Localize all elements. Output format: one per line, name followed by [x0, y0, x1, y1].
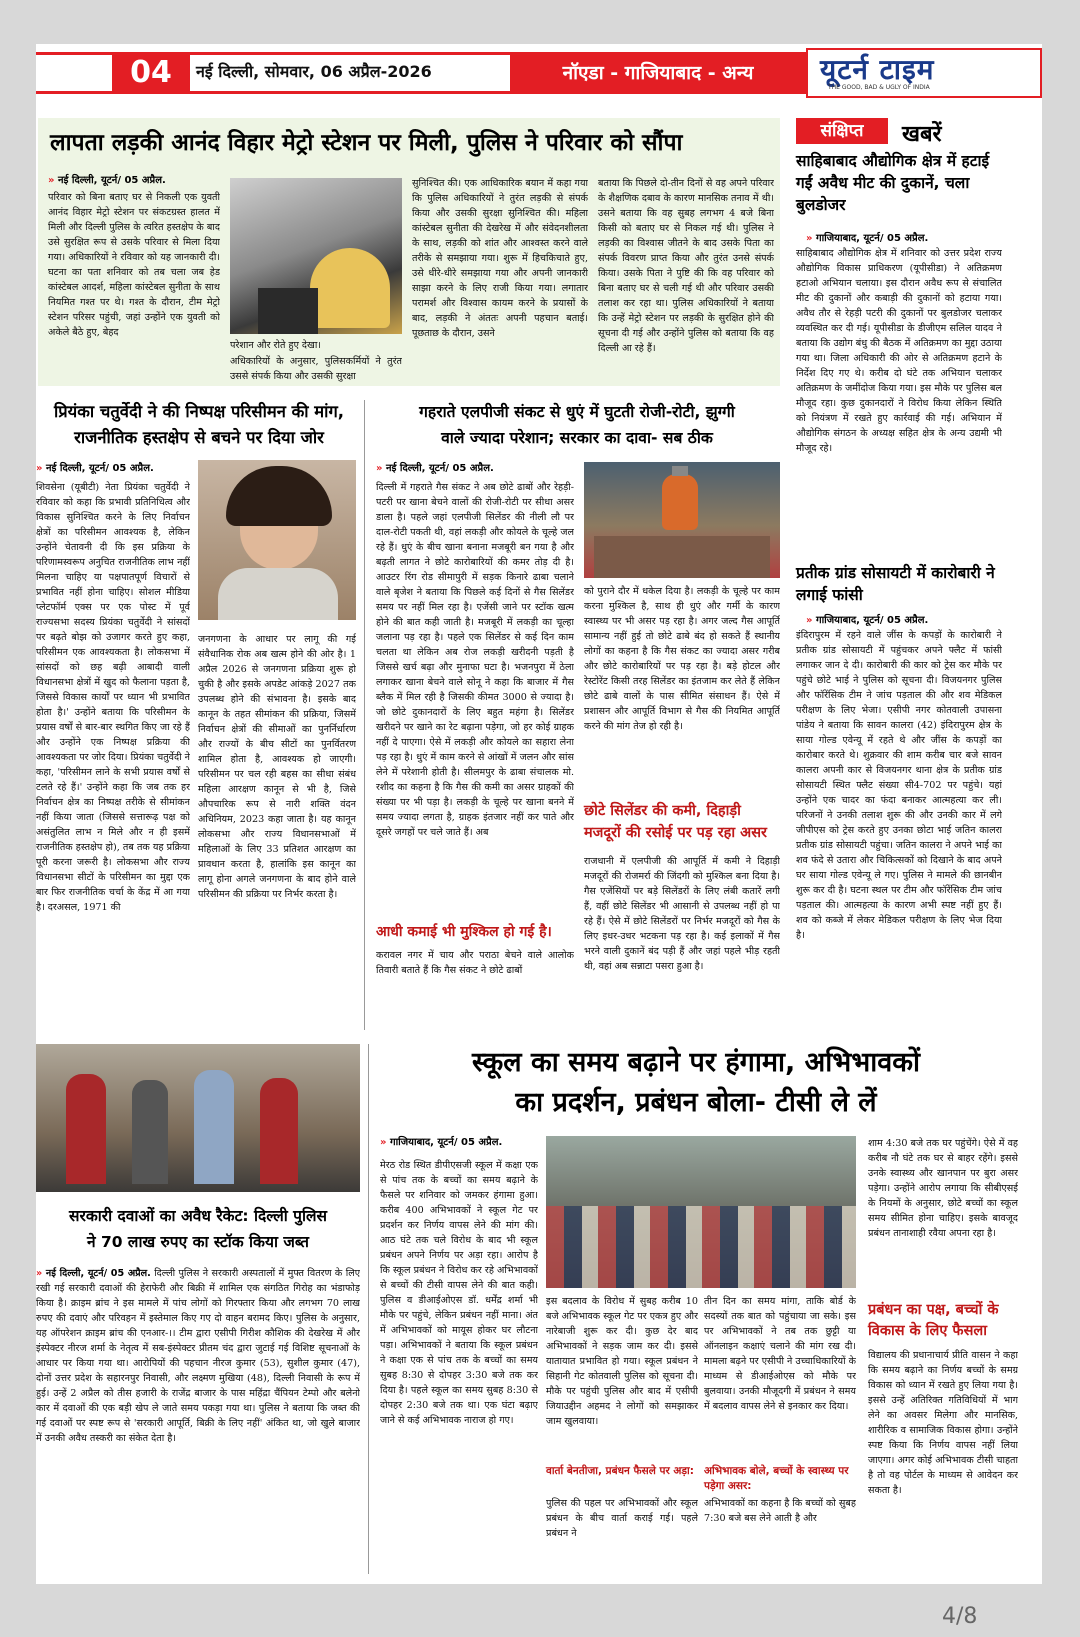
- column-rule: [364, 400, 365, 1030]
- school-dateline: » गाजियाबाद, यूटर्न/ 05 अप्रैल.: [380, 1134, 502, 1148]
- lead-col-3: सुनिश्चित की। एक आधिकारिक बयान में कहा गया कि पुलिस अधिकारियों ने तुरंत लड़की से संपर्क किया और उसकी सुरक्षा सुनिश्चित की। महिला कांस्टेबल सुनीता की देखरेख में और संवेदनशीलता के साथ, लड़की को शांत और आश्वस्त करने वाले तरीके से समझाया गया। शुरू में हिचकिचाते हुए, उसे धीरे-धीरे समझाया गया और अपनी जानकारी साझा करने के लिए राजी किया गया। लगातार परामर्श और विश्वास कायम करने के प्रयासों के बाद, लड़की ने अंततः अपनी पहचान बताई। पूछताछ के दौरान, उसने: [412, 178, 588, 339]
- priyanka-headline-1: प्रियंका चतुर्वेदी ने की निष्पक्ष परिसीमन की मांग,: [53, 402, 345, 421]
- side1-dateline: » गाजियाबाद, यूटर्न/ 05 अप्रैल.: [806, 230, 928, 244]
- priyanka-headline-2: राजनीतिक हस्तक्षेप से बचने पर दिया जोर: [74, 428, 324, 447]
- story-priyanka: [36, 400, 358, 1030]
- newspaper-logo: [806, 48, 1042, 98]
- briefs-tag-2: खबरें: [902, 122, 942, 147]
- lead-headline: लापता लड़की आनंद विहार मेट्रो स्टेशन पर मिली, पुलिस ने परिवार को सौंपा: [50, 130, 683, 156]
- school-col-2b: पुलिस की पहल पर अभिभावकों और स्कूल प्रबंधन के बीच वार्ता कराई गई। पहले प्रबंधन ने: [546, 1498, 698, 1539]
- logo-tagline: THE GOOD, BAD & UGLY OF INDIA: [828, 84, 930, 91]
- section-name: नॉएडा - गाजियाबाद - अन्य: [510, 52, 806, 94]
- school-photo-protest: [546, 1136, 856, 1288]
- lead-dateline: » नई दिल्ली, यूटर्न/ 05 अप्रैल.: [48, 172, 166, 186]
- medicine-body-text: दिल्ली पुलिस ने सरकारी अस्पतालों में मुफ्त वितरण के लिए रखी गई सरकारी दवाओं की हेराफेरी और बिक्री में शामिल एक संगठित गिरोह का भंडाफोड़ किया है। क्राइम ब्रांच ने इस मामले में पांच लोगों को गिरफ्तार किया और लगभग 70 लाख रुपए की दवाएं और परिवहन में इस्तेमाल किए गए दो वाहन बरामद किए। पुलिस के अनुसार, यह ऑपरेशन क्राइम ब्रांच की एनआर-।। टीम द्वारा एसीपी गिरीश कौशिक की देखरेख में और इंस्पेक्टर नीरज शर्मा के नेतृत्व में सब-इंस्पेक्टर प्रीतम चंद द्वारा जुटाई गई विशिष्ट सूचनाओं के आधार पर किया गया था। आरोपियों की पहचान नीरज कुमार (53), सुशील कुमार (47), दोनों उत्तर प्रदेश के सहारनपुर निवासी, और लक्ष्मण मुखिया (48), दिल्ली निवासी के रूप में हुई। उन्हें 2 अप्रैल को तीस हजारी के राजेंद्र बाजार के पास महिंद्रा चैंपियन टेम्पो और बलेनो कार में दवाओं की एक बड़ी खेप ले जाते समय पकड़ा गया था। पुलिस ने बताया कि जब्त की गई दवाओं पर स्पष्ट रूप से 'सरकारी आपूर्ति, बिक्री के लिए नहीं' अंकित था, जो खुले बाजार में उनकी अवैध तस्करी का संकेत देता है।: [36, 1268, 360, 1444]
- lpg-photo-protest: [584, 462, 780, 578]
- priyanka-col-2: जनगणना के आधार पर लागू की गई संवैधानिक रोक अब खत्म होने की ओर है। 1 अप्रैल 2026 से जनगणना प्रक्रिया शुरू हो चुकी है और इसके अपडेट आंकड़े 2027 तक उपलब्ध होने की संभावना है। इसके बाद कानून के तहत सीमांकन की प्रक्रिया, जिसमें निर्वाचन क्षेत्रों की सीमाओं का पुनर्निर्धारण और राज्यों के बीच सीटों का पुनर्वितरण शामिल होता है, आवश्यक हो जाएगी। परिसीमन पर चल रही बहस का सीधा संबंध महिला आरक्षण कानून से भी है, जिसे औपचारिक रूप से नारी शक्ति वंदन अधिनियम, 2023 कहा जाता है। यह कानून लोकसभा और राज्य विधानसभाओं में महिलाओं के लिए 33 प्रतिशत आरक्षण का प्रावधान करता है, हालांकि इस कानून का लागू होना अगले जनगणना के बाद होने वाले परिसीमन की प्रक्रिया पर निर्भर करता है।: [198, 634, 356, 900]
- lead-col-2b: अधिकारियों के अनुसार, पुलिसकर्मियों ने तुरंत उससे संपर्क किया और उसकी सुरक्षा: [230, 356, 402, 382]
- school-col-1: मेरठ रोड स्थित डीपीएसजी स्कूल में कक्षा एक से पांच तक के बच्चों का समय बढ़ाने के फैसले पर शनिवार को जमकर हंगामा हुआ। करीब 400 अभिभावकों ने स्कूल गेट पर प्रदर्शन कर निर्णय वापस लेने की मांग की। आठ घंटे तक चले विरोध के बाद भी स्कूल प्रबंधन अपने निर्णय पर अड़ा रहा। आरोप है कि स्कूल प्रबंधन ने विरोध कर रहे अभिभावकों से बच्चों की टीसी वापस लेने की बात कही। पुलिस व डीआईओएस डॉ. धर्मेंद्र शर्मा भी मौके पर पहुंचे, लेकिन प्रबंधन नहीं माना। अंत में अभिभावकों को मायूस होकर घर लौटना पड़ा। अभिभावकों ने बताया कि स्कूल प्रबंधन ने कक्षा एक से पांच तक के बच्चों का समय सुबह 8:30 से दोपहर 3:30 बजे तक कर दिया है। पहले स्कूल का समय सुबह 8:30 से दोपहर 2:30 बजे तक था। एक घंटा बढ़ाए जाने से कई अभिभावक नाराज हो गए।: [380, 1160, 538, 1426]
- story-lpg: [372, 400, 782, 1030]
- priyanka-photo: [198, 460, 356, 620]
- medicine-headline-2: ने 70 लाख रुपए का स्टॉक किया जब्त: [86, 1233, 310, 1251]
- school-headline-2: का प्रदर्शन, प्रबंधन बोला- टीसी ले लें: [515, 1087, 877, 1118]
- sidebar-briefs: [792, 118, 1002, 1078]
- page-dateline: नई दिल्ली, सोमवार, 06 अप्रैल-2026: [196, 62, 432, 81]
- lpg-subhead-2: छोटे सिलेंडर की कमी, दिहाड़ी मजदूरों की रसोई पर पड़ रहा असर: [584, 803, 767, 841]
- side1-body: साहिबाबाद औद्योगिक क्षेत्र में शनिवार को उत्तर प्रदेश राज्य औद्योगिक विकास प्राधिकरण (यूपीसीडा) ने अतिक्रमण हटाओ अभियान चलाया। इस दौरान अवैध रूप से संचालित मीट की दुकानों और कबाड़ी की दुकानों को हटाया गया। अवैध तौर से रेहड़ी पटरी की दुकानों पर बुलडोजर चलाकर व्यवस्थित कर दी गई। यूपीसीडा के डीजीएम सलिल यादव ने बताया कि उद्योग बंधु की बैठक में अतिक्रमण का मुद्दा उठाया गया था। जिला अधिकारी की ओर से अतिक्रमण हटाने के निर्देश दिए गए थे। करीब दो घंटे तक अभियान चलाकर अतिक्रमण के जमींदोज किया गया। इस मौके पर पुलिस बल मौजूद रहा। कुछ दुकानदारों ने विरोध किया लेकिन स्थिति को नियंत्रण में रखते हुए कार्रवाई की गई। अभियान में औद्योगिक संगठन के अध्यक्ष सहित क्षेत्र के अन्य उद्यमी भी मौजूद रहे।: [796, 248, 1002, 454]
- briefs-tag: संक्षिप्त: [796, 118, 888, 144]
- lpg-dateline: » नई दिल्ली, यूटर्न/ 05 अप्रैल.: [376, 460, 494, 474]
- lpg-col-1: दिल्ली में गहराते गैस संकट ने अब छोटे ढाबों और रेहड़ी-पटरी पर खाना बेचने वालों की रोजी-रोटी पर सीधा असर डाला है। पहले जहां एलपीजी सिलेंडर की नीली लौ पर दाल-रोटी पकती थी, वहां लकड़ी और कोयले के चूल्हे जल रहे हैं। धुएं के बीच खाना बनाना मजबूरी बन गया है और बढ़ती लागत ने छोटे कारोबारियों की कमर तोड़ दी है। आउटर रिंग रोड सीमापुरी में सड़क किनारे ढाबा चलाने वाले बृजेश ने बताया कि पिछले कई दिनों से गैस सिलेंडर समय पर नहीं मिल रहा है। एजेंसी जाने पर स्टॉक खत्म होने की बात कही जाती है। मजबूरी में लकड़ी का चूल्हा जलाना पड़ रहा है। पहले एक सिलेंडर से कई दिन काम चलता था लेकिन अब रोज लकड़ी खरीदनी पड़ती है जिससे खर्च बढ़ा और मुनाफा घटा है। भजनपुरा में ठेला लगाकर खाना बेचने वाले सोनू ने कहा कि बाजार में गैस ब्लैक में मिल रही है जिसकी कीमत 3000 से ज्यादा है। जो छोटे दुकानदारों के लिए बहुत महंगा है। सिलेंडर खरीदने पर खाने का रेट बढ़ाना पड़ेगा, जो हर कोई ग्राहक नहीं दे पाएगा। ऐसे में लकड़ी और कोयले का सहारा लेना पड़ रहा है। धुएं में काम करने से आंखों में जलन और सांस लेने में परेशानी होती है। सीलमपुर के ढाबा संचालक मो. रशीद का कहना है कि गैस की कमी का असर ग्राहकों की संख्या पर भी पड़ा है। लकड़ी के चूल्हे पर खाना बनने में समय ज्यादा लगता है, ग्राहक इंतजार नहीं कर पाते और दूसरे जगहों पर चले जाते हैं। अब: [376, 482, 574, 838]
- lead-story: [38, 118, 780, 386]
- school-col-2: इस बदलाव के विरोध में सुबह करीब 10 बजे अभिभावक स्कूल गेट पर एकत्र हुए और नारेबाजी शुरू कर दी। कुछ देर बाद अभिभावकों ने सड़क जाम कर दी। इससे यातायात प्रभावित हो गया। स्कूल प्रबंधन ने सिहानी गेट कोतवाली पुलिस को सूचना दी। मौके पर पहुंची पुलिस और बाद में एसीपी जियाउद्दीन अहमद ने लोगों को समझाकर जाम खुलवाया।: [546, 1296, 698, 1427]
- side2-body: इंदिरापुरम में रहने वाले जींस के कपड़ों के कारोबारी ने प्रतीक ग्रांड सोसायटी में पहुंचकर अपने फ्लैट में फांसी लगाकर जान दे दी। कारोबारी की कार को ट्रेस कर मौके पर पहुंचे छोटे भाई ने पुलिस को सूचना दी। विजयनगर पुलिस और फॉरेंसिक टीम ने जांच पड़ताल की और शव मेडिकल परीक्षण के लिए भेजा। एसीपी नगर कोतवाली उपासना पांडेय ने बताया कि सावन कालरा (42) इंदिरापुरम क्षेत्र के साया गोल्ड एवेन्यू में रहते थे और जींस के कपड़ों का कारोबार करते थे। शुक्रवार की शाम करीब चार बजे सावन कालरा अपनी कार से विजयनगर थाना क्षेत्र के प्रतीक ग्रांड सोसायटी स्थित फ्लैट संख्या सी4-702 पर पहुंचे। यहां उन्होंने एक चादर का फंदा बनाकर आत्महत्या कर ली। परिजनों ने उनकी तलाश शुरू की और उनकी कार में लगे जीपीएस को ट्रेस करते हुए उनका छोटा भाई जतिन कालरा प्रतीक ग्रांड सोसायटी पहुंचा। जतिन कालरा ने अपने भाई का शव फंदे से उतारा और चिकित्सकों को दिखाने के बाद अपने घर साया गोल्ड एवेन्यू ले गए। पुलिस ने मामले की छानबीन शुरू कर दी है। घटना स्थल पर टीम और फॉरेंसिक टीम जांच पड़ताल की। आत्महत्या के कारण अभी स्पष्ट नहीं हुए हैं। शव को कब्जे में लेकर मेडिकल परीक्षण के लिए भेज दिया है।: [796, 630, 1002, 941]
- story-medicine: [36, 1044, 408, 1584]
- lead-col-4: बताया कि पिछले दो-तीन दिनों से वह अपने परिवार के शैक्षणिक दबाव के कारण मानसिक तनाव में थी। उसने बताया कि वह सुबह लगभग 4 बजे बिना किसी को बताए घर से निकल गई थी। पुलिस ने लड़की का विश्वास जीतने के बाद उसके पिता का संपर्क विवरण प्राप्त किया और तुरंत उनसे संपर्क किया। उसके पिता ने पुष्टि की कि वह परिवार को बिना बताए घर से चली गई थी और परिवार उसकी तलाश कर रहा था। पुलिस अधिकारियों ने बताया कि उन्हें मेट्रो स्टेशन पर लड़की के सुरक्षित होने की सूचना दी गई और उन्होंने पुलिस को बताया कि वह दिल्ली आ रहे हैं।: [598, 178, 774, 354]
- priyanka-dateline: » नई दिल्ली, यूटर्न/ 05 अप्रैल.: [36, 460, 154, 474]
- lpg-subhead-1: आधी कमाई भी मुश्किल हो गई है।: [376, 924, 552, 940]
- side2-headline: प्रतीक ग्रांड सोसायटी में कारोबारी ने लगाई फांसी: [796, 564, 995, 604]
- priyanka-col-1: शिवसेना (यूबीटी) नेता प्रियंका चतुर्वेदी ने रविवार को कहा कि प्रभावी प्रतिनिधित्व और विकास सुनिश्चित करने के लिए निर्वाचन क्षेत्रों का परिसीमन आवश्यक है, लेकिन उन्होंने चेतावनी दी कि इस प्रक्रिया के परिणामस्वरूप अनुचित राजनीतिक लाभ नहीं मिलना चाहिए या पक्षपातपूर्ण विचारों से प्रभावित नहीं होना चाहिए। सोशल मीडिया प्लेटफॉर्म एक्स पर एक पोस्ट में पूर्व राज्यसभा सदस्य प्रियंका चतुर्वेदी ने सांसदों पर बढ़ते बोझ को उजागर करते हुए कहा, परिसीमन एक आवश्यकता है। लोकसभा में सांसदों को छह बढ़ी आबादी वाली विधानसभा क्षेत्रों में खुद को फैलाना पड़ता है, जिससे विकास कार्यों पर ध्यान भी प्रभावित होता है।' उन्होंने बताया कि परिसीमन के प्रयास वर्षों से बार-बार स्थगित किए जा रहे हैं और उन्होंने एक निष्पक्ष प्रक्रिया की आवश्यकता पर जोर दिया। प्रियंका चतुर्वेदी ने कहा, 'परिसीमन लाने के सभी प्रयास वर्षों से टलते रहे हैं।' उन्होंने कहा कि जब तक हर निर्वाचन क्षेत्र का निष्पक्ष तरीके से सीमांकन नहीं किया जाता (जिससे सत्तारूढ़ पक्ष को असंतुलित लाभ न मिले और न ही इसमें राजनीतिक हस्तक्षेप हो), तब तक यह प्रक्रिया पूरी करना जरूरी है। लोकसभा और राज्य विधानसभा सीटों के परिसीमन का मुद्दा एक बार फिर राजनीतिक चर्चा के केंद्र में आ गया है। दरअसल, 1971 की: [36, 482, 190, 913]
- story-school: [376, 1044, 1042, 1584]
- medicine-dateline: » नई दिल्ली, यूटर्न/ 05 अप्रैल.: [36, 1268, 151, 1279]
- masthead-left-band: [36, 52, 510, 94]
- lead-col-1: परिवार को बिना बताए घर से निकली एक युवती आनंद विहार मेट्रो स्टेशन पर संकटग्रस्त हालत में मिली और दिल्ली पुलिस के त्वरित हस्तक्षेप के बाद उसे सुरक्षित रूप से उसके परिवार से मिला दिया गया। अधिकारियों ने रविवार को यह जानकारी दी। घटना का पता शनिवार को तब चला जब हेड कांस्टेबल आदर्श, महिला कांस्टेबल सुनीता के साथ नियमित गश्त पर थे। गश्त के दौरान, टीम मेट्रो स्टेशन परिसर पहुंची, जहां उन्होंने एक युवती को अकेले बैठे हुए, बेहद: [48, 192, 220, 338]
- medicine-photo-arrest: [36, 1044, 360, 1192]
- newspaper-page: [36, 44, 1042, 1584]
- school-col-3: तीन दिन का समय मांगा, ताकि बोर्ड के सदस्यों तक बात को पहुंचाया जा सके। इस पर अभिभावकों ने तब तक छुट्टी या ऑनलाइन कक्षाएं चलाने की मांग रख दी। मामला बढ़ने पर एसीपी ने उच्चाधिकारियों के माध्यम से डीआईओएस को मौके पर बुलवाया। उनकी मौजूदगी में प्रबंधन ने समय में बदलाव वापस लेने से इनकार कर दिया।: [704, 1296, 856, 1412]
- medicine-body: [36, 1266, 360, 1566]
- school-col-4: शाम 4:30 बजे तक घर पहुंचेंगे। ऐसे में वह करीब नौ घंटे तक घर से बाहर रहेंगे। इससे उनके स्वास्थ्य और खानपान पर बुरा असर पड़ेगा। उन्होंने आरोप लगाया कि सीबीएसई के नियमों के अनुसार, छोटे बच्चों का स्कूल समय सीमित होना चाहिए। इसके बावजूद प्रबंधन तानाशाही रवैया अपना रहा है।: [868, 1138, 1018, 1239]
- lead-photo-caption: परेशान और रोते हुए देखा।: [230, 340, 321, 351]
- medicine-headline-1: सरकारी दवाओं का अवैध रैकेट: दिल्ली पुलिस: [69, 1207, 327, 1225]
- school-subhead-3: प्रबंधन का पक्ष, बच्चों के विकास के लिए फैसला: [868, 1302, 999, 1339]
- lead-photo-girl: [230, 178, 402, 334]
- lpg-col-2b: राजधानी में एलपीजी की आपूर्ति में कमी ने दिहाड़ी मजदूरों की रोजमर्रा की जिंदगी को मुश्किल बना दिया है। गैस एजेंसियों पर बड़े सिलेंडरों के लिए लंबी कतारें लगी हैं, वहीं छोटे सिलेंडर भी आसानी से उपलब्ध नहीं हो पा रहे हैं। ऐसे में छोटे सिलेंडरों पर निर्भर मजदूरों को गैस के लिए इधर-उधर भटकना पड़ रहा है। कई इलाकों में गैस भरने वाली दुकानें बंद पड़ी हैं और जहां पहले भीड़ रहती थी, वहां अब सन्नाटा पसरा हुआ है।: [584, 856, 780, 972]
- column-rule: [368, 1044, 369, 1574]
- logo-text: यूटर्न टाइम: [820, 53, 935, 86]
- school-subhead-1: वार्ता बेनतीजा, प्रबंधन फैसले पर अड़ा:: [546, 1465, 694, 1477]
- school-col-4b: विद्यालय की प्रधानाचार्य प्रीति वासन ने कहा कि समय बढ़ाने का निर्णय बच्चों के समग्र विकास को ध्यान में रखते हुए लिया गया है। इससे उन्हें अतिरिक्त गतिविधियों में भाग लेने का अवसर मिलेगा और मानसिक, शारीरिक व सामाजिक विकास होगा। उन्होंने स्पष्ट किया कि निर्णय वापस नहीं लिया जाएगा। अगर कोई अभिभावक टीसी चाहता है तो वह पोर्टल के माध्यम से आवेदन कर सकता है।: [868, 1350, 1018, 1496]
- school-col-3b: अभिभावकों का कहना है कि बच्चों को सुबह 7:30 बजे बस लेने आती है और: [704, 1498, 856, 1524]
- school-subhead-2: अभिभावक बोले, बच्चों के स्वास्थ्य पर पड़ेगा असर:: [704, 1465, 849, 1492]
- page-counter: 4/8: [942, 1604, 978, 1629]
- side1-headline: साहिबाबाद औद्योगिक क्षेत्र में हटाई गईं अवैध मीट की दुकानें, चला बुलडोजर: [796, 152, 990, 214]
- side2-dateline: » गाजियाबाद, यूटर्न/ 05 अप्रैल.: [806, 612, 928, 626]
- page-number: 04: [112, 55, 190, 91]
- lpg-col-2: को पुराने दौर में धकेल दिया है। लकड़ी के चूल्हे पर काम करना मुश्किल है, साथ ही धुएं और गर्मी के कारण स्वास्थ्य पर भी असर पड़ रहा है। अगर जल्द गैस आपूर्ति सामान्य नहीं हुई तो छोटे ढाबे बंद हो सकते हैं स्थानीय लोगों का कहना है कि गैस संकट का ज्यादा असर गरीब और छोटे कारोबारियों पर पड़ रहा है। बड़े होटल और रेस्टोरेंट किसी तरह सिलेंडर का इंतजाम कर लेते हैं लेकिन छोटे ढाबे वालों के पास सीमित संसाधन हैं। ऐसे में प्रशासन और आपूर्ति विभाग से गैस की नियमित आपूर्ति करने की मांग तेज हो रही है।: [584, 586, 780, 732]
- lpg-headline-1: गहराते एलपीजी संकट से धुएं में घुटती रोजी-रोटी, झुग्गी: [419, 403, 735, 421]
- school-headline-1: स्कूल का समय बढ़ाने पर हंगामा, अभिभावकों: [472, 1047, 920, 1078]
- masthead: [36, 44, 1042, 102]
- lpg-headline-2: वाले ज्यादा परेशान; सरकार का दावा- सब ठीक: [441, 429, 713, 447]
- lpg-col-1b: करावल नगर में चाय और पराठा बेचने वाले आलोक तिवारी बताते हैं कि गैस संकट ने छोटे ढाबों: [376, 950, 574, 976]
